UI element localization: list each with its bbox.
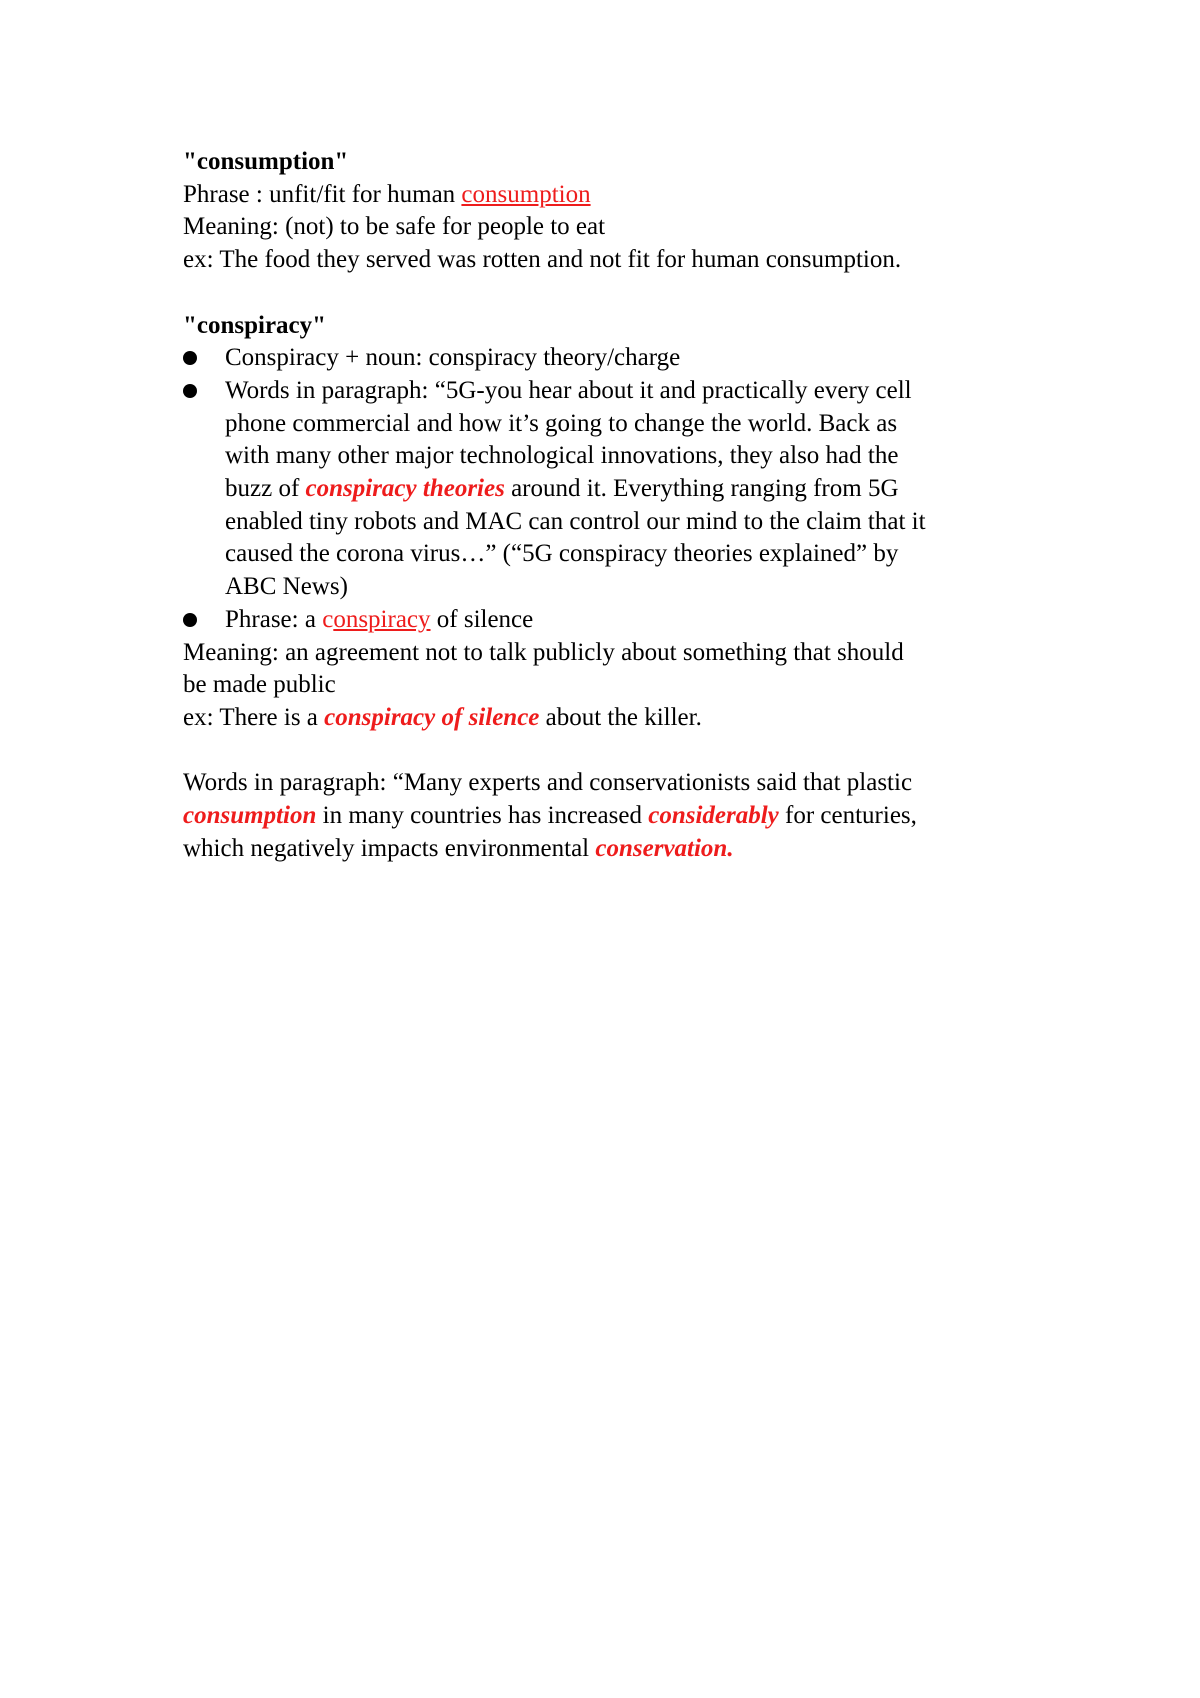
bullet-text: Conspiracy + noun: conspiracy theory/charge [225,344,681,372]
spacer [183,277,1043,310]
consumption-phrase [183,179,1043,212]
phrase-suffix: of silence [430,605,534,633]
bullet-text-prefix: buzz of [225,475,306,503]
conspiracy-meaning-cont: be made public [183,671,336,699]
bullet-text-suffix: around it. Everything ranging from 5G [504,475,899,503]
phrase-prefix: Phrase: a [225,605,323,633]
phrase-word-first-letter: c [322,605,334,633]
consumption-example: ex: The food they served was rotten and not fit for human consumption. [183,246,902,274]
bullet-text: caused the corona virus…” (“5G conspiracy theories explained” by [225,540,899,568]
paragraph-text: for centuries, [778,802,917,830]
bullet-dot-icon [183,613,197,627]
bullet-text [225,604,1043,637]
conspiracy-example [183,702,1043,735]
phrase-word-underlined: onspiracy [333,605,431,633]
highlight-considerably: considerably [648,802,779,830]
paragraph-line [183,800,1043,833]
example-prefix: ex: There is a [183,703,325,731]
highlight-conspiracy-of-silence: conspiracy of silence [324,703,540,731]
consumption-meaning: Meaning: (not) to be safe for people to eat [183,213,606,241]
heading-consumption: "consumption" [183,148,349,175]
consumption-phrase-word: consumption [461,180,591,208]
example-suffix: about the killer. [539,703,702,731]
paragraph-text: which negatively impacts environmental [183,834,596,862]
bullet-text: Words in paragraph: “5G-you hear about it and practically every cell [225,376,912,404]
conspiracy-meaning: Meaning: an agreement not to talk publicly about something that should [183,638,904,666]
bullet-text: with many other major technological innovations, they also had the [225,442,899,470]
document-page [183,146,1043,865]
heading-conspiracy: "conspiracy" [183,311,327,339]
spacer [183,735,1043,768]
highlight-conspiracy-theories: conspiracy theories [305,475,505,503]
paragraph-line: Words in paragraph: “Many experts and conservationists said that plastic [183,769,913,797]
highlight-consumption: consumption [183,802,317,830]
bullet-item-phrase [183,604,1043,637]
paragraph-text: in many countries has increased [316,802,649,830]
paragraph-line [183,833,1043,866]
bullet-text: enabled tiny robots and MAC can control our mind to the claim that it [225,507,926,535]
bullet-item-paragraph [183,375,1043,604]
bullet-text: phone commercial and how it’s going to change the world. Back as [225,409,898,437]
bullet-dot-icon [183,351,197,365]
bullet-item-noun [183,342,1043,375]
consumption-phrase-prefix: Phrase : unfit/fit for human [183,180,462,208]
bullet-dot-icon [183,384,197,398]
highlight-conservation: conservation. [595,834,734,862]
bullet-text [225,473,1043,506]
bullet-text: ABC News) [225,573,348,601]
